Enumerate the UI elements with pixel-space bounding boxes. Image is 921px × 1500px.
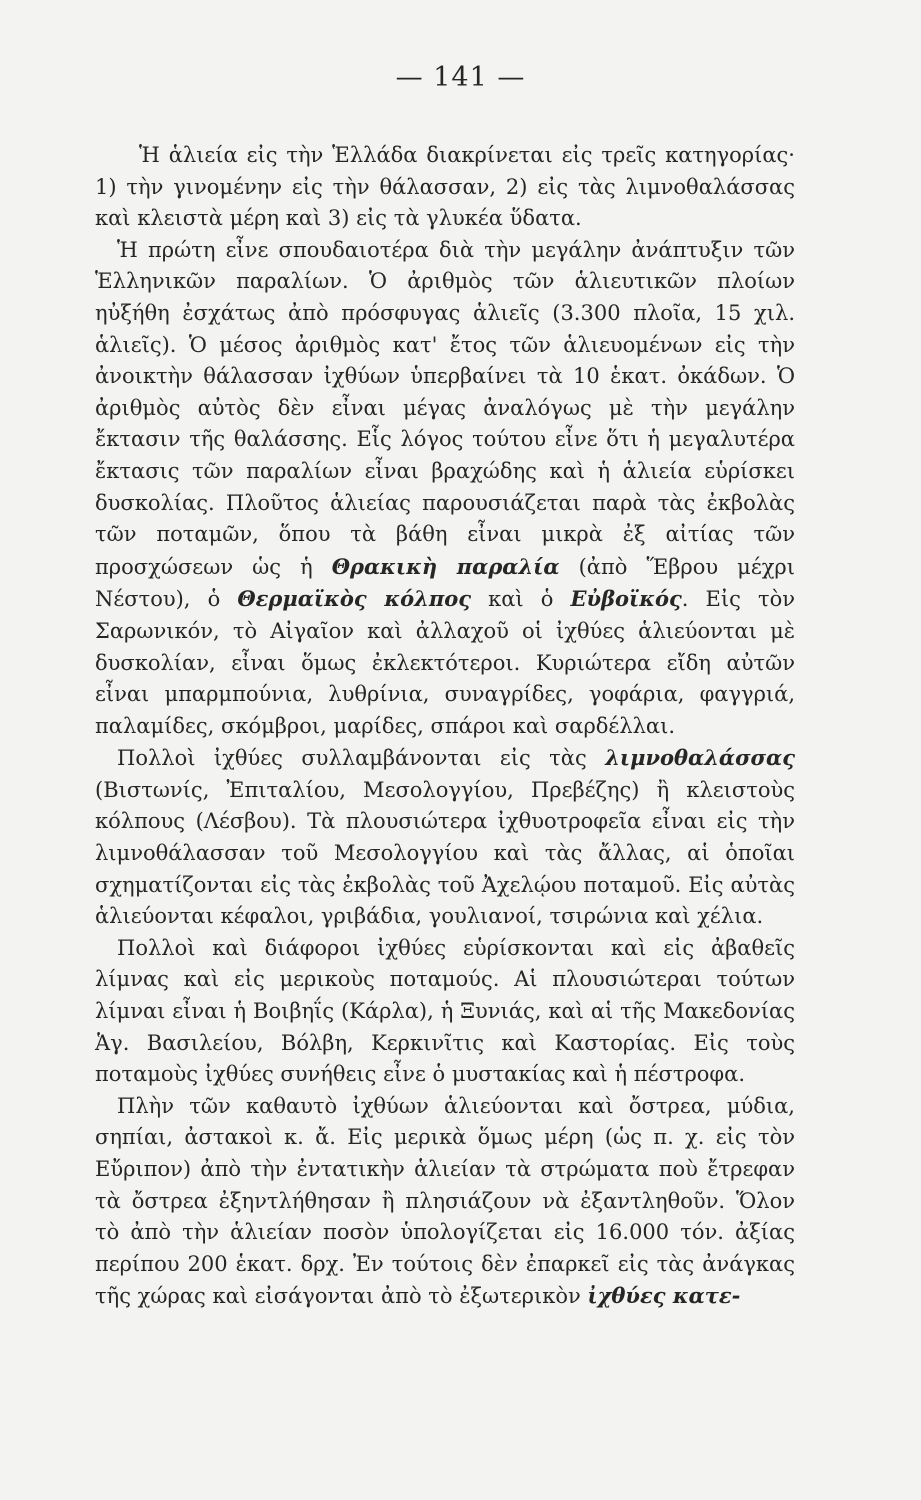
paragraph-5	[95, 1091, 795, 1313]
paragraph-1	[95, 140, 795, 235]
text-run: . Εἰς τὸν Σαρωνικόν, τὸ Αἰγαῖον καὶ ἀλλαχοῦ οἱ ἰχθύες ἁλιεύονται μὲ δυσκολίαν, εἶναι ὅμως ἐκλεκτότεροι. Κυριώτερα εἴδη αὐτῶν εἶναι μπαρμπούνια, λυθρίνια, συναγρίδες, γοφάρια, φαγγριά, παλαμίδες, σκόμβροι, μαρίδες, σπάροι καὶ σαρδέλλαι.	[95, 587, 795, 738]
emphasized-term: ἰχθύες κατε-	[587, 1283, 741, 1309]
emphasized-term: λιμνοθαλάσσας	[605, 745, 795, 771]
page-number: — 141 —	[395, 62, 526, 93]
text-run: καὶ ὁ	[471, 587, 571, 612]
paragraph-3	[95, 742, 795, 933]
text-run: (ἀπὸ Ἕβρου μέχρι Νέστου), ὁ	[95, 554, 796, 612]
paragraph-4	[95, 933, 795, 1091]
text-run: Πολλοὶ καὶ διάφοροι ἰχθύες εὑρίσκονται καὶ εἰς ἀβαθεῖς λίμνας καὶ εἰς μερικοὺς ποταμούς. Αἱ πλουσιώτεραι τούτων λίμναι εἶναι ἡ Βοιβηΐς (Κάρλα), ἡ Ξυνιάς, καὶ αἱ τῆς Μακεδονίας Ἁγ. Βασιλείου, Βόλβη, Κερκινῖτις καὶ Καστορίας. Εἰς τοὺς ποταμοὺς ἰχθύες συνήθεις εἶνε ὁ μυστακίας καὶ ἡ πέστροφα.	[95, 935, 795, 1087]
body-text	[95, 140, 795, 1313]
emphasized-term: Εὐβοϊκός	[570, 586, 682, 612]
text-run: Ἡ ἁλιεία εἰς τὴν Ἑλλάδα διακρίνεται εἰς τρεῖς κατηγορίας· 1) τὴν γινομένην εἰς τὴν θάλασσαν, 2) εἰς τὰς λιμνοθαλάσσας καὶ κλειστὰ μέρη καὶ 3) εἰς τὰ γλυκέα ὕδατα.	[95, 143, 795, 231]
text-run: Πλὴν τῶν καθαυτὸ ἰχθύων ἁλιεύονται καὶ ὄστρεα, μύδια, σηπίαι, ἀστακοὶ κ. ἄ. Εἰς μερικὰ ὅμως μέρη (ὡς π. χ. εἰς τὸν Εὔριπον) ἀπὸ τὴν ἐντατικὴν ἁλιείαν τὰ στρώματα ποὺ ἔτρεφαν τὰ ὄστρεα ἐξηντλήθησαν ἢ πλησιάζουν νὰ ἐξαντληθοῦν. Ὅλον τὸ ἀπὸ τὴν ἁλιείαν ποσὸν ὑπολογίζεται εἰς 16.000 τόν. ἀξίας περίπου 200 ἑκατ. δρχ. Ἐν τούτοις δὲν ἐπαρκεῖ εἰς τὰς ἀνάγκας τῆς χώρας καὶ εἰσάγονται ἀπὸ τὸ ἐξωτερικὸν	[95, 1093, 795, 1309]
text-run: (Βιστωνίς, Ἐπιταλίου, Μεσολογγίου, Πρεβέζης) ἢ κλειστοὺς κόλπους (Λέσβου). Τὰ πλουσιώτερα ἰχθυοτροφεῖα εἶναι εἰς τὴν λιμνοθάλασσαν τοῦ Μεσολογγίου καὶ τὰς ἄλλας, αἱ ὁποῖαι σχηματίζονται εἰς τὰς ἐκβολὰς τοῦ Ἀχελῴου ποταμοῦ. Εἰς αὐτὰς ἁλιεύονται κέφαλοι, γριβάδια, γουλιανοί, τσιρώνια καὶ χέλια.	[95, 777, 795, 929]
emphasized-term: Θρακικὴ παραλία	[331, 553, 560, 579]
paragraph-2	[95, 235, 795, 743]
emphasized-term: Θερμαϊκὸς κόλπος	[237, 586, 471, 612]
text-run: Πολλοὶ ἰχθύες συλλαμβάνονται εἰς τὰς	[117, 746, 606, 771]
text-run: Ἡ πρώτη εἶνε σπουδαιοτέρα διὰ τὴν μεγάλην ἀνάπτυξιν τῶν Ἑλληνικῶν παραλίων. Ὁ ἀριθμὸς τῶν ἁλιευτικῶν πλοίων ηὐξήθη ἐσχάτως ἀπὸ πρόσφυγας ἁλιεῖς (3.300 πλοῖα, 15 χιλ. ἁλιεῖς). Ὁ μέσος ἀριθμὸς κατ' ἔτος τῶν ἁλιευομένων εἰς τὴν ἀνοικτὴν θάλασσαν ἰχθύων ὑπερβαίνει τὰ 10 ἑκατ. ὀκάδων. Ὁ ἀριθμὸς αὐτὸς δὲν εἶναι μέγας ἀναλόγως μὲ τὴν μεγάλην ἔκτασιν τῆς θαλάσσης. Εἷς λόγος τούτου εἶνε ὅτι ἡ μεγαλυτέρα ἔκτασις τῶν παραλίων εἶναι βραχώδης καὶ ἡ ἁλιεία εὑρίσκει δυσκολίας. Πλοῦτος ἁλιείας παρουσιάζεται παρὰ τὰς ἐκβολὰς τῶν ποταμῶν, ὅπου τὰ βάθη εἶναι μικρὰ ἐξ αἰτίας τῶν προσχώσεων ὡς ἡ	[95, 237, 795, 579]
